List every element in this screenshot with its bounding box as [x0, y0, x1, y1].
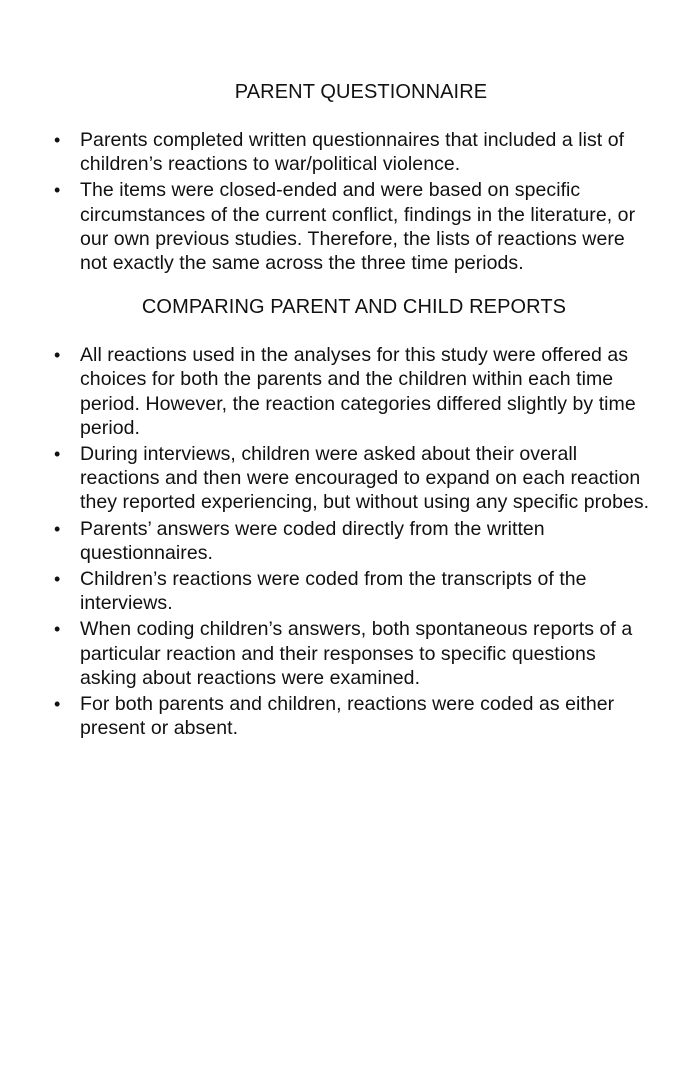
bullet-icon: •	[54, 518, 61, 539]
list-item	[54, 517, 654, 565]
list-item	[54, 692, 654, 740]
bullet-list-comparing-reports	[54, 343, 654, 740]
bullet-icon: •	[54, 180, 61, 201]
list-item	[54, 617, 654, 690]
list-item	[54, 442, 654, 515]
section-title-comparing-reports: COMPARING PARENT AND CHILD REPORTS	[141, 296, 567, 319]
list-item	[54, 128, 654, 176]
bullet-icon: •	[54, 130, 61, 150]
bullet-text: When coding children’s answers, both spontaneous reports of a particular reaction and their responses to specific questions asking about reactions were examined.	[80, 618, 633, 689]
list-item	[54, 567, 654, 615]
bullet-icon: •	[54, 444, 61, 465]
bullet-icon: •	[54, 694, 61, 715]
bullet-text: Children’s reactions were coded from the transcripts of the interviews.	[80, 568, 587, 615]
bullet-icon: •	[54, 345, 61, 366]
list-item	[54, 343, 654, 440]
bullet-text: All reactions used in the analyses for this study were offered as choices for both the parents and the children within each time period. However, the reaction categories differed slightly by time period.	[80, 344, 636, 439]
bullet-text: The items were closed-ended and were based on specific circumstances of the current conflict, findings in the literature, or our own previous studies. Therefore, the lists of reactions were not exactly the same across the three time periods.	[80, 179, 636, 275]
bullet-text: Parents’ answers were coded directly from the written questionnaires.	[80, 517, 545, 564]
section-title-parent-questionnaire: PARENT QUESTIONNAIRE	[234, 81, 488, 103]
bullet-text: For both parents and children, reactions were coded as either present or absent.	[80, 693, 615, 740]
bullet-list-parent-questionnaire	[54, 128, 654, 275]
bullet-text: During interviews, children were asked about their overall reactions and then were encouraged to expand on each reaction they reported experiencing, but without using any specific probes.	[80, 443, 650, 514]
bullet-icon: •	[54, 619, 61, 640]
bullet-icon: •	[54, 569, 61, 590]
bullet-text: Parents completed written questionnaires that included a list of children’s reactions to war/political violence.	[80, 129, 625, 176]
list-item	[54, 178, 654, 275]
